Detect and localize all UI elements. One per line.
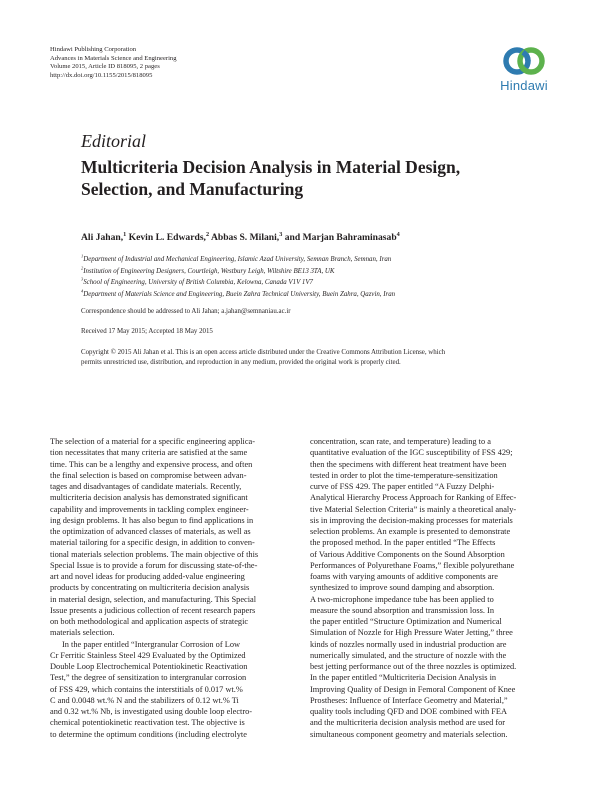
body-line: Improving Quality of Design in Femoral Component of Knee bbox=[310, 684, 516, 694]
author-affil-mark: 2 bbox=[205, 230, 210, 238]
body-line: chemical potentiokinetic reactivation test. The objective is bbox=[50, 718, 245, 728]
body-line: the proposed method. In the paper entitled “The Effects bbox=[310, 538, 496, 548]
body-line: C and 0.0048 wt.% N and the stabilizers of 0.12 wt.% Ti bbox=[50, 695, 239, 705]
body-line: curve of FSS 429. The paper entitled “A Fuzzy Delphi- bbox=[310, 482, 495, 491]
author-name: Ali Jahan, bbox=[81, 232, 124, 243]
body-line: Special Issue is to provide a forum for discussing state-of-the- bbox=[50, 560, 258, 570]
affiliation-mark: 1 bbox=[81, 253, 84, 259]
body-line: tive Material Selection Criteria” is mainly a theoretical analy- bbox=[310, 504, 517, 514]
affiliation bbox=[81, 289, 395, 301]
section-label: Editorial bbox=[81, 131, 147, 151]
body-line: capability and improvements in tackling complex engineer- bbox=[50, 504, 249, 514]
title-line: Selection, and Manufacturing bbox=[81, 179, 304, 199]
body-line: in material design, selection, and manufacturing. This Special bbox=[50, 594, 257, 604]
body-line: In the paper entitled “Multicriteria Decision Analysis in bbox=[310, 673, 497, 683]
author-affil-mark: 4 bbox=[396, 230, 400, 238]
body-line: tion necessitates that many criteria are satisfied at the same bbox=[50, 448, 248, 458]
author-list bbox=[81, 232, 400, 243]
body-line: In the paper entitled “Intergranular Corrosion of Low bbox=[62, 639, 241, 649]
body-line: of FSS 429, which contains the interstitials of 0.017 wt.% bbox=[50, 684, 243, 694]
author-name: Abbas S. Milani, bbox=[209, 232, 280, 243]
body-line: quality tools including QFD and DOE combined with FEA bbox=[310, 707, 507, 716]
body-line: and 0.32 wt.% Nb, is investigated using double loop electro- bbox=[50, 707, 253, 716]
body-line: selection problems. An example is presented to demonstrate bbox=[310, 527, 511, 536]
hindawi-logo-icon bbox=[502, 45, 546, 77]
doi-link[interactable]: http://dx.doi.org/10.1155/2015/818095 bbox=[50, 71, 153, 79]
copyright-line: permits unrestricted use, distribution, and reproduction in any medium, provided the original work is properly cited. bbox=[81, 358, 401, 366]
body-line: multicriteria decision analysis has demonstrated significant bbox=[50, 493, 248, 503]
body-line: the paper entitled “Structure Optimization and Numerical bbox=[310, 617, 502, 626]
affiliation-text: Department of Industrial and Mechanical Engineering, Islamic Azad University, Semnan Branch, Semnan, Iran bbox=[83, 256, 392, 263]
affiliation bbox=[81, 266, 395, 278]
body-line: tional materials selection problems. The main objective of this bbox=[50, 549, 259, 559]
body-line: material tailoring for a specific design, in addition to conven- bbox=[50, 538, 255, 548]
volume-info: Volume 2015, Article ID 818095, 2 pages bbox=[50, 63, 160, 70]
body-column-right bbox=[310, 436, 555, 740]
correspondence: Correspondence should be addressed to Ali Jahan; a.jahan@semnaniau.ac.ir bbox=[81, 308, 291, 315]
body-line: materials selection. bbox=[50, 628, 115, 638]
author-name: and Marjan Bahraminasab bbox=[282, 232, 397, 243]
body-line: A two-microphone impedance tube has been applied to bbox=[310, 594, 494, 604]
body-line: Issue presents a judicious collection of recent research papers bbox=[50, 605, 256, 615]
title-line: Multicriteria Decision Analysis in Material Design, bbox=[81, 157, 461, 177]
body-line: quantitative evaluation of the IGC susceptibility of FSS 429; bbox=[310, 448, 513, 458]
body-line: time. This can be a lengthy and expensive process, and often bbox=[50, 459, 253, 469]
journal-name: Advances in Materials Science and Engineering bbox=[50, 54, 177, 62]
body-line: tested in order to plot the time-temperature-sensitization bbox=[310, 470, 498, 480]
body-line: tages and disadvantages of candidate materials. Recently, bbox=[50, 482, 242, 491]
body-line: on both methodological and application aspects of strategic bbox=[50, 617, 249, 626]
body-line: foams with varying amounts of additive components are bbox=[310, 572, 498, 581]
affiliation-text: Department of Materials Science and Engineering, Buein Zahra Technical University, Buein Zahra, Qazvin, Iran bbox=[83, 290, 396, 298]
body-line: numerically simulated, and the structure of nozzle with the bbox=[310, 650, 507, 660]
body-line: Simulation of Nozzle for High Pressure Water Jetting,” three bbox=[310, 628, 513, 638]
body-line: then the specimens with different heat treatment have been bbox=[310, 459, 507, 469]
body-line: measure the sound absorption and transmission loss. In bbox=[310, 605, 495, 615]
body-line: art and novel ideas for producing added-value engineering bbox=[50, 572, 245, 581]
body-line: The selection of a material for a specific engineering applica- bbox=[50, 437, 256, 446]
body-column-left bbox=[50, 436, 295, 740]
affiliation-mark: 2 bbox=[81, 265, 84, 271]
body-line: Double Loop Electrochemical Potentiokinetic Reactivation bbox=[50, 662, 248, 671]
affiliation-mark: 3 bbox=[81, 276, 84, 282]
affiliations bbox=[81, 254, 395, 300]
body-line: the final selection is based on compromise between advan- bbox=[50, 470, 247, 480]
body-line: simultaneous component geometry and materials selection. bbox=[310, 729, 508, 739]
affiliation bbox=[81, 277, 395, 289]
publisher-name: Hindawi Publishing Corporation bbox=[50, 46, 137, 53]
body-line: best jetting performance out of the three nozzles is optimized. bbox=[310, 662, 517, 671]
hindawi-logo bbox=[493, 45, 555, 93]
body-line: synthesized to improve sound damping and absorption. bbox=[310, 583, 495, 593]
affiliation-text: Institution of Engineering Designers, Courtleigh, Westbury Leigh, Wiltshire BE13 3TA, UK bbox=[83, 267, 335, 275]
body-line: sis in improving the decision-making processes for materials bbox=[310, 515, 513, 525]
copyright-notice bbox=[81, 348, 555, 367]
article-title bbox=[81, 156, 541, 200]
author-affil-mark: 1 bbox=[123, 230, 127, 238]
body-line: and the multicriteria decision analysis method are used for bbox=[310, 718, 506, 728]
affiliation bbox=[81, 254, 395, 266]
body-line: Performances of Polyurethane Foams,” flexible polyurethane bbox=[310, 560, 515, 570]
body-line: products by concentrating on multicriteria decision analysis bbox=[50, 583, 250, 593]
author-name: Kevin L. Edwards, bbox=[126, 232, 206, 243]
author-affil-mark: 3 bbox=[279, 230, 283, 238]
body-line: of Various Additive Components on the Sound Absorption bbox=[310, 549, 505, 559]
affiliation-mark: 4 bbox=[81, 288, 84, 294]
hindawi-wordmark: Hindawi bbox=[500, 78, 548, 93]
received-accepted-dates: Received 17 May 2015; Accepted 18 May 2015 bbox=[81, 328, 213, 335]
affiliation-text: School of Engineering, University of British Columbia, Kelowna, Canada V1V 1V7 bbox=[83, 279, 313, 287]
body-line: Test,” the degree of sensitization to intergranular corrosion bbox=[50, 673, 247, 683]
copyright-line: Copyright © 2015 Ali Jahan et al. This is an open access article distributed under the Creative Commons Attribution License, which bbox=[81, 349, 446, 356]
body-line: concentration, scan rate, and temperature) leading to a bbox=[310, 437, 491, 446]
journal-header bbox=[50, 46, 177, 80]
body-line: to determine the optimum conditions (including electrolyte bbox=[50, 729, 247, 739]
body-line: Analytical Hierarchy Process Approach for Ranking of Effec- bbox=[310, 493, 517, 503]
body-line: Prostheses: Influence of Interface Geometry and Material,” bbox=[310, 695, 508, 705]
body-line: ing design problems. It has also begun to find applications in bbox=[50, 515, 254, 525]
body-line: kinds of nozzles normally used in industrial production are bbox=[310, 639, 507, 649]
body-line: Cr Ferritic Stainless Steel 429 Evaluated by the Optimized bbox=[50, 650, 246, 660]
body-line: the optimization of advanced classes of materials, as well as bbox=[50, 527, 251, 536]
